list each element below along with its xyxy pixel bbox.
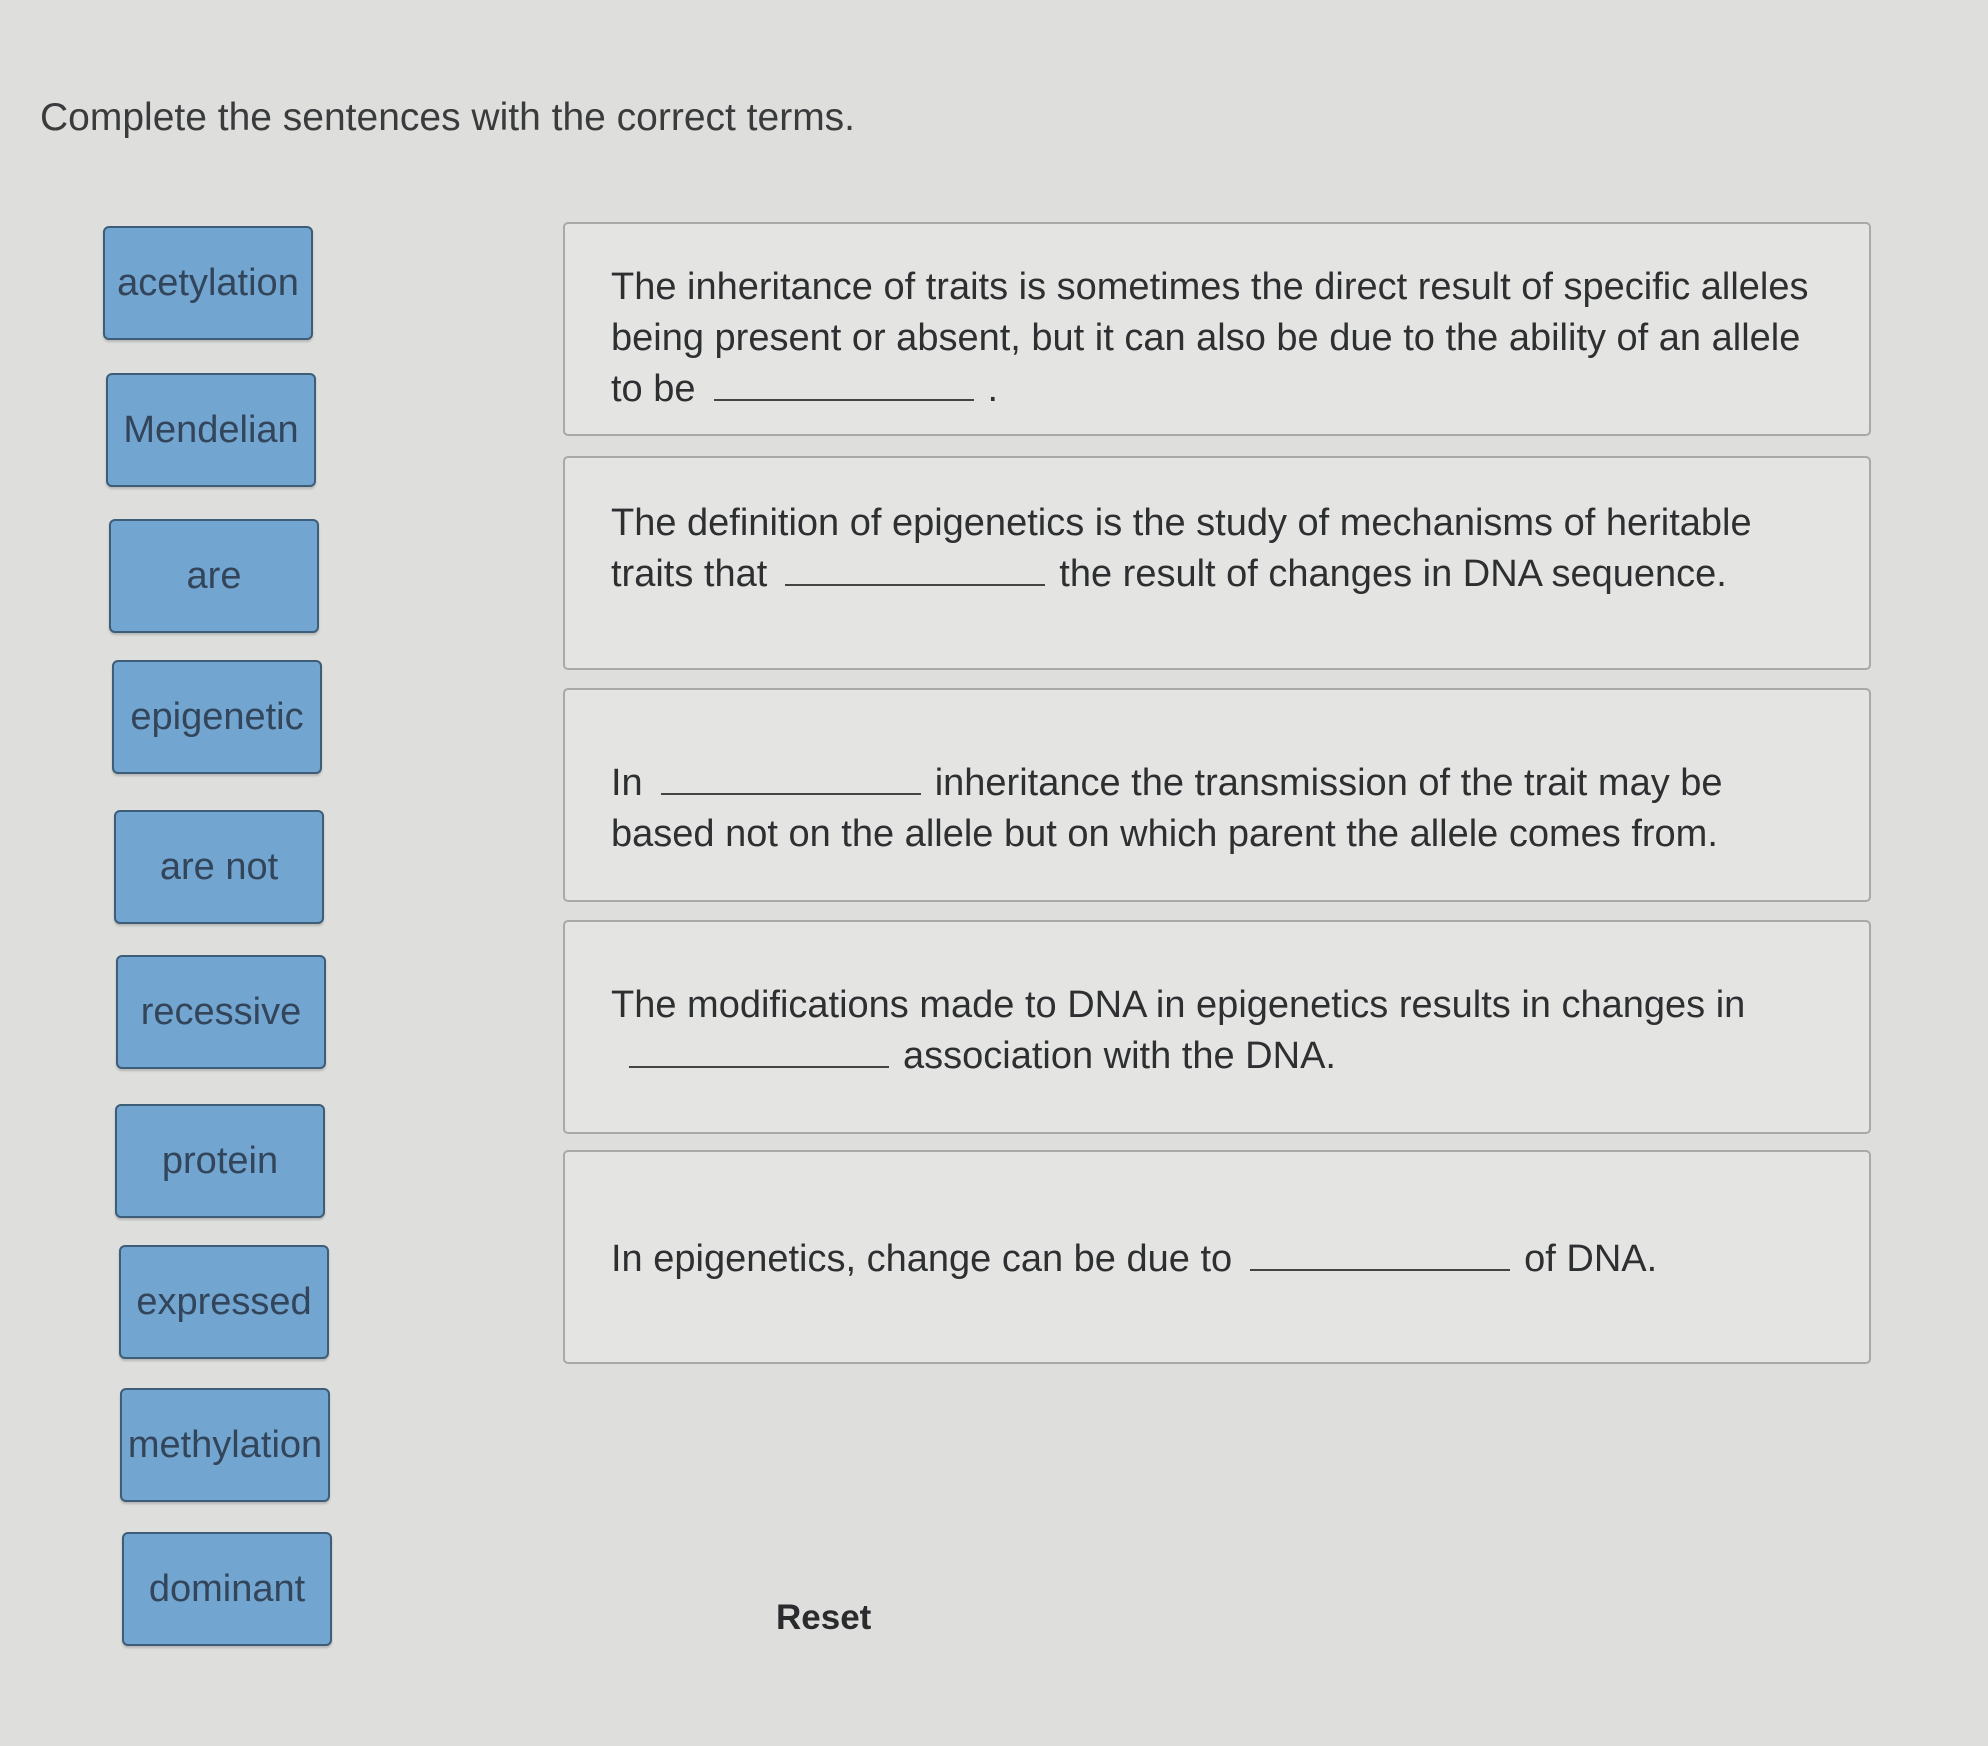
word-chip-label: are not xyxy=(159,845,279,888)
instructions: Complete the sentences with the correct terms. xyxy=(40,96,856,139)
sentence-box-4 xyxy=(563,920,1871,1134)
sentence-box-1 xyxy=(563,222,1871,436)
drop-blank-3[interactable] xyxy=(661,759,921,795)
word-chip-protein[interactable] xyxy=(115,1104,325,1218)
word-chip-label: acetylation xyxy=(117,261,299,304)
word-chip-recessive[interactable] xyxy=(116,955,326,1069)
sentence-text-after: the result of changes in DNA sequence. xyxy=(1059,553,1727,595)
word-chip-epigenetic[interactable] xyxy=(112,660,322,774)
sentence-text-before: In epigenetics, change can be due to xyxy=(611,1238,1233,1280)
sentence-text-after: association with the DNA. xyxy=(903,1035,1336,1077)
word-chip-methylation[interactable] xyxy=(120,1388,330,1502)
sentence-text-before: The definition of epigenetics is the study of mechanisms of heritable traits that xyxy=(611,502,1752,595)
reset-button[interactable]: Reset xyxy=(776,1598,872,1637)
drop-blank-5[interactable] xyxy=(1250,1235,1510,1271)
sentence-box-2 xyxy=(563,456,1871,670)
word-chip-label: dominant xyxy=(148,1567,306,1610)
sentence-box-5 xyxy=(563,1150,1871,1364)
word-chip-expressed[interactable] xyxy=(119,1245,329,1359)
drop-blank-4[interactable] xyxy=(629,1032,889,1068)
word-chip-are-not[interactable] xyxy=(114,810,324,924)
word-chip-acetylation[interactable] xyxy=(103,226,313,340)
word-chip-label: recessive xyxy=(140,990,302,1033)
word-chip-label: protein xyxy=(161,1139,279,1182)
word-chip-mendelian[interactable] xyxy=(106,373,316,487)
word-chip-label: expressed xyxy=(136,1280,312,1323)
sentence-text-after: . xyxy=(987,368,999,410)
drop-blank-2[interactable] xyxy=(785,550,1045,586)
word-chip-label: Mendelian xyxy=(123,408,299,451)
sentence-text-before: The modifications made to DNA in epigenetics results in changes in xyxy=(611,984,1746,1026)
sentence-text-before: In xyxy=(611,762,643,804)
sentence-box-3 xyxy=(563,688,1871,902)
word-chip-label: are xyxy=(186,554,242,597)
word-chip-label: epigenetic xyxy=(130,695,304,738)
word-chip-dominant[interactable] xyxy=(122,1532,332,1646)
word-chip-are[interactable] xyxy=(109,519,319,633)
sentence-text-after: of DNA. xyxy=(1524,1238,1658,1280)
word-chip-label: methylation xyxy=(127,1423,323,1466)
sentence-text-before: The inheritance of traits is sometimes the direct result of specific alleles being present or absent, but it can also be due to the ability of an allele to be xyxy=(611,266,1809,410)
sentence-text-after: inheritance the transmission of the trait may be based not on the allele but on which parent the allele comes from. xyxy=(611,762,1723,855)
drop-blank-1[interactable] xyxy=(714,365,974,401)
